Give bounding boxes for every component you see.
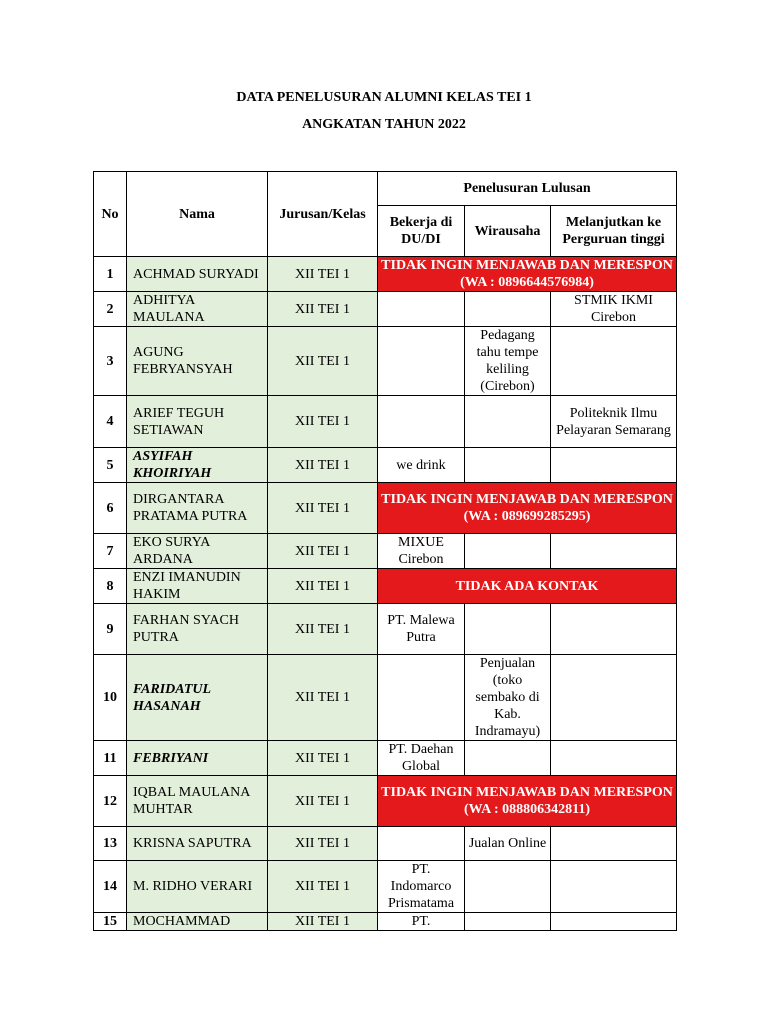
row-bekerja (378, 396, 465, 448)
alumni-table (93, 171, 677, 931)
row-bekerja: we drink (378, 448, 465, 483)
row-lanjut (551, 827, 677, 861)
row-bekerja: PT. Indomarco Prismatama (378, 861, 465, 913)
row-status-note: TIDAK INGIN MENJAWAB DAN MERESPON (WA : 089699285295) (378, 483, 677, 534)
header-nama: Nama (127, 172, 268, 257)
row-nama: ENZI IMANUDIN HAKIM (127, 569, 268, 604)
row-no: 4 (94, 396, 127, 448)
row-nama: MOCHAMMAD (127, 913, 268, 931)
row-bekerja (378, 827, 465, 861)
document-title: DATA PENELUSURAN ALUMNI KELAS TEI 1 (236, 90, 532, 105)
table-row (94, 861, 677, 913)
row-no: 8 (94, 569, 127, 604)
row-wirausaha (465, 448, 551, 483)
row-lanjut (551, 741, 677, 776)
row-bekerja (378, 292, 465, 327)
row-kelas: XII TEI 1 (268, 448, 378, 483)
row-kelas: XII TEI 1 (268, 327, 378, 396)
row-lanjut: Politeknik Ilmu Pelayaran Semarang (551, 396, 677, 448)
row-lanjut (551, 655, 677, 741)
row-no: 6 (94, 483, 127, 534)
row-lanjut: STMIK IKMI Cirebon (551, 292, 677, 327)
row-lanjut (551, 604, 677, 655)
table-row (94, 776, 677, 827)
row-kelas: XII TEI 1 (268, 292, 378, 327)
row-no: 9 (94, 604, 127, 655)
header-bekerja: Bekerja di DU/DI (378, 206, 465, 257)
row-no: 12 (94, 776, 127, 827)
table-row (94, 292, 677, 327)
table-row (94, 913, 677, 931)
row-wirausaha (465, 861, 551, 913)
table-row (94, 327, 677, 396)
row-kelas: XII TEI 1 (268, 396, 378, 448)
row-lanjut (551, 534, 677, 569)
row-wirausaha (465, 292, 551, 327)
document-subtitle: ANGKATAN TAHUN 2022 (302, 117, 466, 132)
row-wirausaha (465, 604, 551, 655)
row-nama: ACHMAD SURYADI (127, 257, 268, 292)
row-no: 7 (94, 534, 127, 569)
row-bekerja: PT. Daehan Global (378, 741, 465, 776)
header-penelusuran: Penelusuran Lulusan (378, 172, 677, 206)
row-nama: EKO SURYA ARDANA (127, 534, 268, 569)
table-row (94, 569, 677, 604)
row-wirausaha (465, 741, 551, 776)
header-lanjut: Melanjutkan ke Perguruan tinggi (551, 206, 677, 257)
row-nama: ASYIFAH KHOIRIYAH (127, 448, 268, 483)
row-bekerja: MIXUE Cirebon (378, 534, 465, 569)
row-kelas: XII TEI 1 (268, 534, 378, 569)
row-nama: FARIDATUL HASANAH (127, 655, 268, 741)
row-nama: M. RIDHO VERARI (127, 861, 268, 913)
row-kelas: XII TEI 1 (268, 776, 378, 827)
row-kelas: XII TEI 1 (268, 655, 378, 741)
row-lanjut (551, 861, 677, 913)
row-status-note: TIDAK INGIN MENJAWAB DAN MERESPON (WA : 088806342811) (378, 776, 677, 827)
table-row (94, 396, 677, 448)
row-wirausaha (465, 913, 551, 931)
row-wirausaha (465, 396, 551, 448)
row-status-note: TIDAK ADA KONTAK (378, 569, 677, 604)
row-no: 2 (94, 292, 127, 327)
row-kelas: XII TEI 1 (268, 604, 378, 655)
header-wirausaha: Wirausaha (465, 206, 551, 257)
row-wirausaha: Penjualan (toko sembako di Kab. Indramayu) (465, 655, 551, 741)
row-lanjut (551, 327, 677, 396)
table-row (94, 827, 677, 861)
row-nama: FARHAN SYACH PUTRA (127, 604, 268, 655)
row-no: 3 (94, 327, 127, 396)
row-kelas: XII TEI 1 (268, 827, 378, 861)
row-lanjut (551, 913, 677, 931)
row-no: 5 (94, 448, 127, 483)
row-no: 1 (94, 257, 127, 292)
row-wirausaha: Pedagang tahu tempe keliling (Cirebon) (465, 327, 551, 396)
row-no: 10 (94, 655, 127, 741)
row-status-note: TIDAK INGIN MENJAWAB DAN MERESPON (WA : 0896644576984) (378, 257, 677, 292)
row-kelas: XII TEI 1 (268, 257, 378, 292)
row-nama: ADHITYA MAULANA (127, 292, 268, 327)
row-no: 14 (94, 861, 127, 913)
row-bekerja: PT. Malewa Putra (378, 604, 465, 655)
row-nama: KRISNA SAPUTRA (127, 827, 268, 861)
table-row (94, 448, 677, 483)
row-nama: AGUNG FEBRYANSYAH (127, 327, 268, 396)
row-lanjut (551, 448, 677, 483)
row-kelas: XII TEI 1 (268, 913, 378, 931)
row-bekerja (378, 655, 465, 741)
table-row (94, 534, 677, 569)
row-bekerja (378, 327, 465, 396)
row-no: 15 (94, 913, 127, 931)
row-wirausaha: Jualan Online (465, 827, 551, 861)
row-nama: DIRGANTARA PRATAMA PUTRA (127, 483, 268, 534)
row-nama: FEBRIYANI (127, 741, 268, 776)
row-kelas: XII TEI 1 (268, 569, 378, 604)
row-no: 13 (94, 827, 127, 861)
table-row (94, 257, 677, 292)
row-wirausaha (465, 534, 551, 569)
row-bekerja: PT. (378, 913, 465, 931)
header-no: No (94, 172, 127, 257)
row-kelas: XII TEI 1 (268, 861, 378, 913)
table-row (94, 655, 677, 741)
row-nama: IQBAL MAULANA MUHTAR (127, 776, 268, 827)
header-kelas: Jurusan/Kelas (268, 172, 378, 257)
table-row (94, 483, 677, 534)
row-kelas: XII TEI 1 (268, 741, 378, 776)
row-no: 11 (94, 741, 127, 776)
table-row (94, 604, 677, 655)
row-nama: ARIEF TEGUH SETIAWAN (127, 396, 268, 448)
table-row (94, 741, 677, 776)
row-kelas: XII TEI 1 (268, 483, 378, 534)
